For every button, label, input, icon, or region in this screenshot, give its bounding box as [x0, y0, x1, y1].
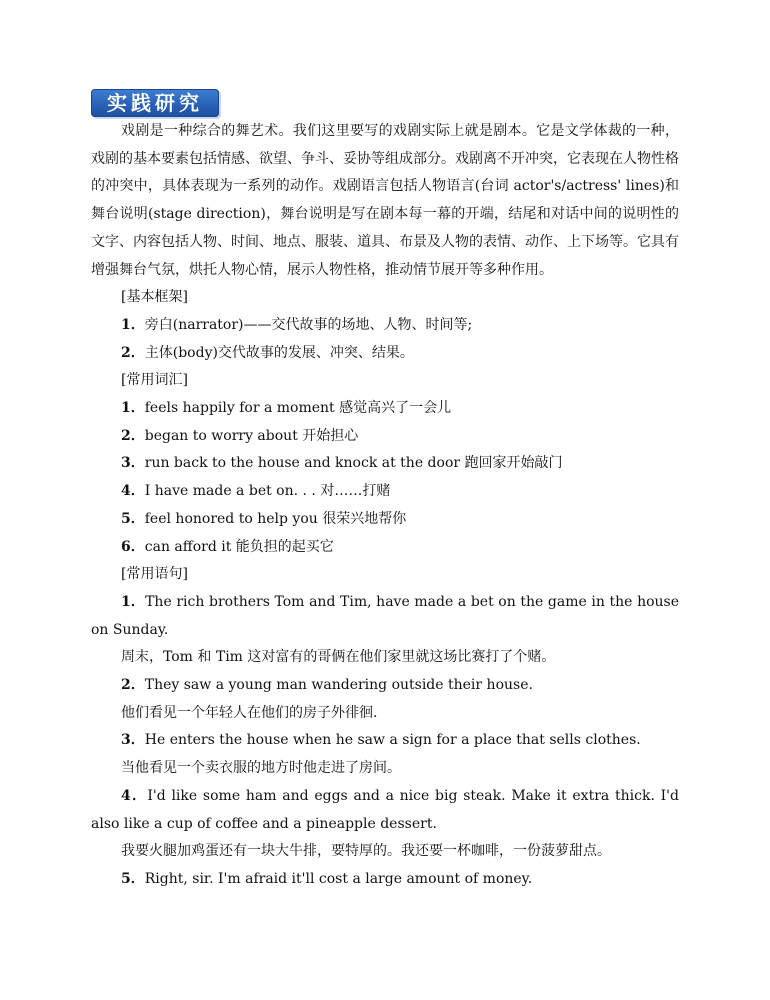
item-number: 1． [121, 316, 145, 333]
vocabulary-item [91, 534, 679, 562]
vocabulary-heading: [常用词汇] [121, 372, 188, 389]
item-number: 3． [121, 732, 145, 749]
sentence-text: Right, sir. I'm afraid it'll cost a large amount of money. [144, 870, 533, 887]
item-number: 5． [121, 510, 145, 527]
sentence-text: He enters the house when he saw a sign for a place that sells clothes. [144, 732, 641, 749]
sentence-english [91, 589, 679, 644]
vocabulary-item [91, 506, 679, 534]
item-number: 3． [121, 455, 145, 472]
sentences-heading: [常用语句] [121, 566, 188, 583]
item-number: 5． [121, 870, 145, 887]
document-body [91, 118, 679, 894]
item-text: began to worry about 开始担心 [144, 427, 359, 444]
item-number: 1． [121, 593, 146, 610]
sentence-text: I'd like some ham and eggs and a nice big steak. Make it extra thick. I'd also like a cup of coffee and a pineapple dessert. [91, 787, 679, 832]
framework-item [91, 312, 679, 340]
item-text: run back to the house and knock at the door 跑回家开始敲门 [144, 455, 563, 472]
framework-item [91, 340, 679, 368]
sentence-english [91, 727, 679, 755]
vocabulary-item [91, 395, 679, 423]
item-text: feel honored to help you 很荣兴地帮你 [144, 510, 407, 527]
item-number: 2． [121, 427, 145, 444]
item-number: 1． [121, 400, 145, 417]
sentence-english [91, 866, 679, 894]
vocabulary-item [91, 450, 679, 478]
item-text: feels happily for a moment 感觉高兴了一会儿 [144, 400, 452, 417]
item-number: 6． [121, 538, 145, 555]
item-text: 旁白(narrator)——交代故事的场地、人物、时间等; [144, 316, 473, 333]
sentence-chinese: 我要火腿加鸡蛋还有一块大牛排，要特厚的。我还要一杯咖啡，一份菠萝甜点。 [121, 843, 611, 860]
sentence-text: The rich brothers Tom and Tim, have made a bet on the game in the house on Sunday. [91, 593, 680, 638]
item-number: 2． [121, 344, 145, 361]
sentence-chinese: 他们看见一个年轻人在他们的房子外徘徊. [121, 704, 378, 721]
framework-heading: [基本框架] [121, 289, 188, 306]
vocabulary-item [91, 423, 679, 451]
item-number: 2． [121, 677, 145, 694]
item-text: 主体(body)交代故事的发展、冲突、结果。 [144, 344, 414, 361]
sentence-english [91, 672, 679, 700]
item-number: 4． [121, 483, 145, 500]
sentence-english [91, 783, 679, 838]
intro-paragraph: 戏剧是一种综合的舞艺术。我们这里要写的戏剧实际上就是剧本。它是文学体裁的一种，戏剧的基本要素包括情感、欲望、争斗、妥协等组成部分。戏剧离不开冲突，它表现在人物性格的冲突中，具体表现为一系列的动作。戏剧语言包括人物语言(台词 actor's/actress' lines)和舞台说明(stage direction)，舞台说明是写在剧本每一幕的开端，结尾和对话中间的说明性的文字、内容包括人物、时间、地点、服装、道具、布景及人物的表情、动作、上下场等。它具有增强舞台气氛，烘托人物心情，展示人物性格，推动情节展开等多种作用。 [91, 123, 679, 278]
vocabulary-item [91, 478, 679, 506]
section-title-badge: 实践研究 [91, 89, 219, 117]
sentence-text: They saw a young man wandering outside their house. [144, 677, 533, 694]
sentence-chinese: 当他看见一个卖衣服的地方时他走进了房间。 [121, 760, 401, 777]
sentence-chinese: 周末，Tom 和 Tim 这对富有的哥俩在他们家里就这场比赛打了个赌。 [121, 649, 556, 666]
item-text: can afford it 能负担的起买它 [144, 538, 334, 555]
item-text: I have made a bet on. . . 对……打赌 [144, 483, 391, 500]
item-number: 4． [121, 787, 148, 804]
